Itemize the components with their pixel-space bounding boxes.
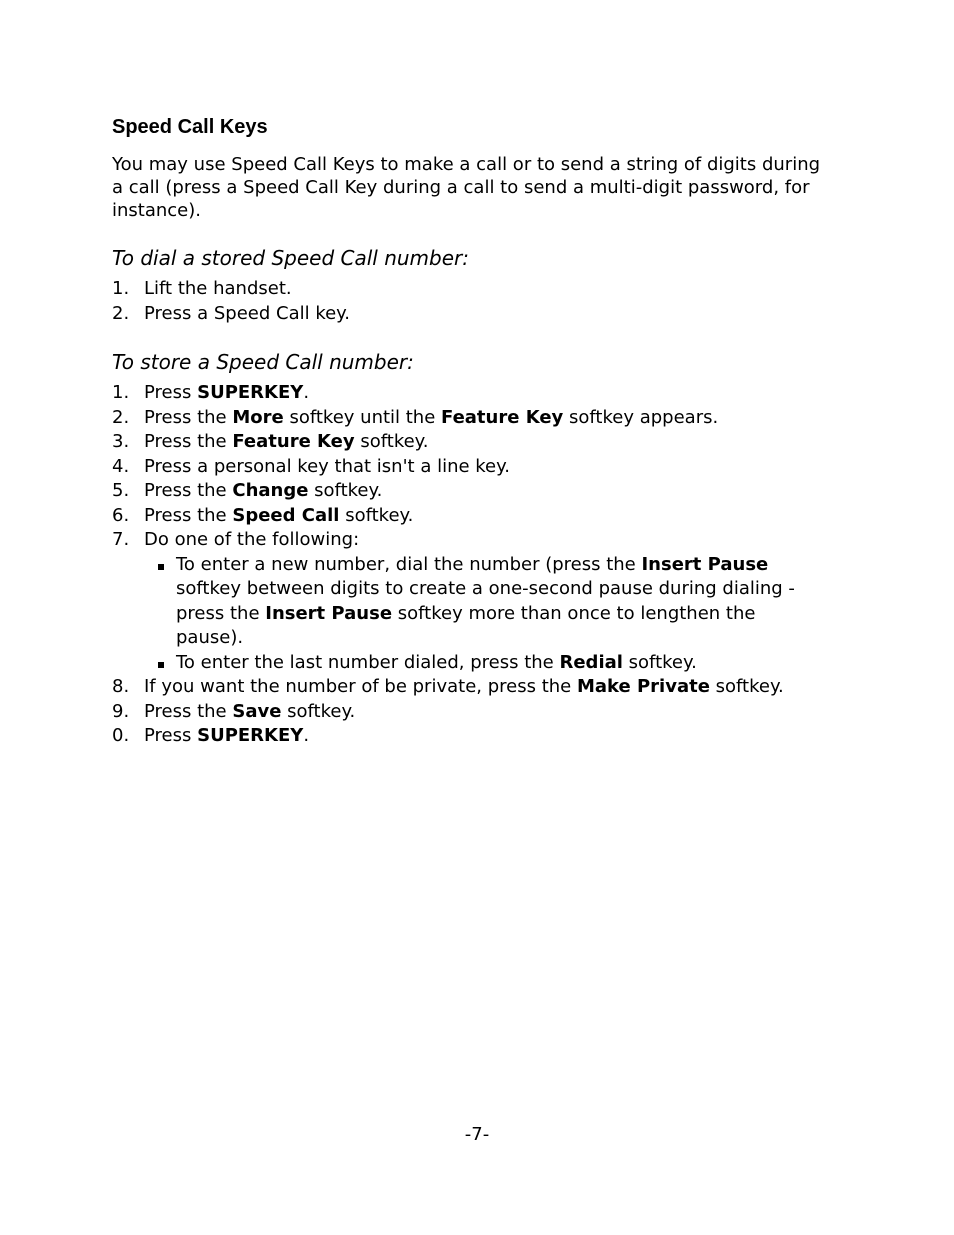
step-number: 3. (112, 431, 130, 452)
store-steps (112, 381, 826, 749)
step-number: 1. (112, 278, 130, 299)
step-number: 2. (112, 406, 130, 428)
options-list (144, 553, 826, 676)
step-number: 8. (112, 676, 130, 697)
store-step: 1. Press SUPERKEY. (112, 381, 826, 406)
step-number: 6. (112, 504, 130, 526)
store-step: 8. If you want the number of be private, press the Make Private softkey. (112, 675, 826, 700)
store-step: 9. Press the Save softkey. (112, 700, 826, 725)
step-number: 7. (112, 529, 130, 550)
option-item: To enter a new number, dial the number (press the Insert Pause softkey between digits to create a one-second pause during dialing - press the Insert Pause softkey more than once to lengthen the pause). (144, 553, 826, 651)
dial-subheading: To dial a stored Speed Call number: (112, 246, 469, 270)
store-step: 5. Press the Change softkey. (112, 479, 826, 504)
store-subheading: To store a Speed Call number: (112, 350, 414, 374)
page-number: -7- (464, 1124, 490, 1145)
square-bullet-icon (158, 564, 164, 570)
store-step: 0. Press SUPERKEY. (112, 724, 826, 749)
square-bullet-icon (158, 662, 164, 668)
dial-step (112, 302, 350, 327)
step-text: Press a Speed Call key. (144, 302, 350, 324)
store-step: 7. Do one of the following: To enter a new number, dial the number (press the Insert Pause softkey between digits to create a one-second pause during dialing - press the Insert Pause softkey more than once to lengthen the pause). To enter the last number dialed, press the Redial softkey. (112, 528, 826, 675)
step-number: 4. (112, 455, 130, 477)
step-number: 1. (112, 382, 130, 403)
step-number: 0. (112, 725, 130, 746)
section-heading: Speed Call Keys (112, 116, 268, 138)
step-text: Lift the handset. (144, 278, 292, 299)
store-step: 6. Press the Speed Call softkey. (112, 504, 826, 529)
dial-step (112, 277, 350, 302)
option-item: To enter the last number dialed, press the Redial softkey. (144, 651, 826, 676)
intro-paragraph: You may use Speed Call Keys to make a call or to send a string of digits during a call (press a Speed Call Key during a call to send a multi-digit password, for instance). (112, 154, 821, 221)
step-number: 2. (112, 302, 130, 324)
step-number: 9. (112, 700, 130, 722)
dial-steps (112, 277, 350, 326)
step-number: 5. (112, 480, 130, 501)
store-step: 4. Press a personal key that isn't a line key. (112, 455, 826, 480)
store-step: 2. Press the More softkey until the Feature Key softkey appears. (112, 406, 826, 431)
store-step: 3. Press the Feature Key softkey. (112, 430, 826, 455)
